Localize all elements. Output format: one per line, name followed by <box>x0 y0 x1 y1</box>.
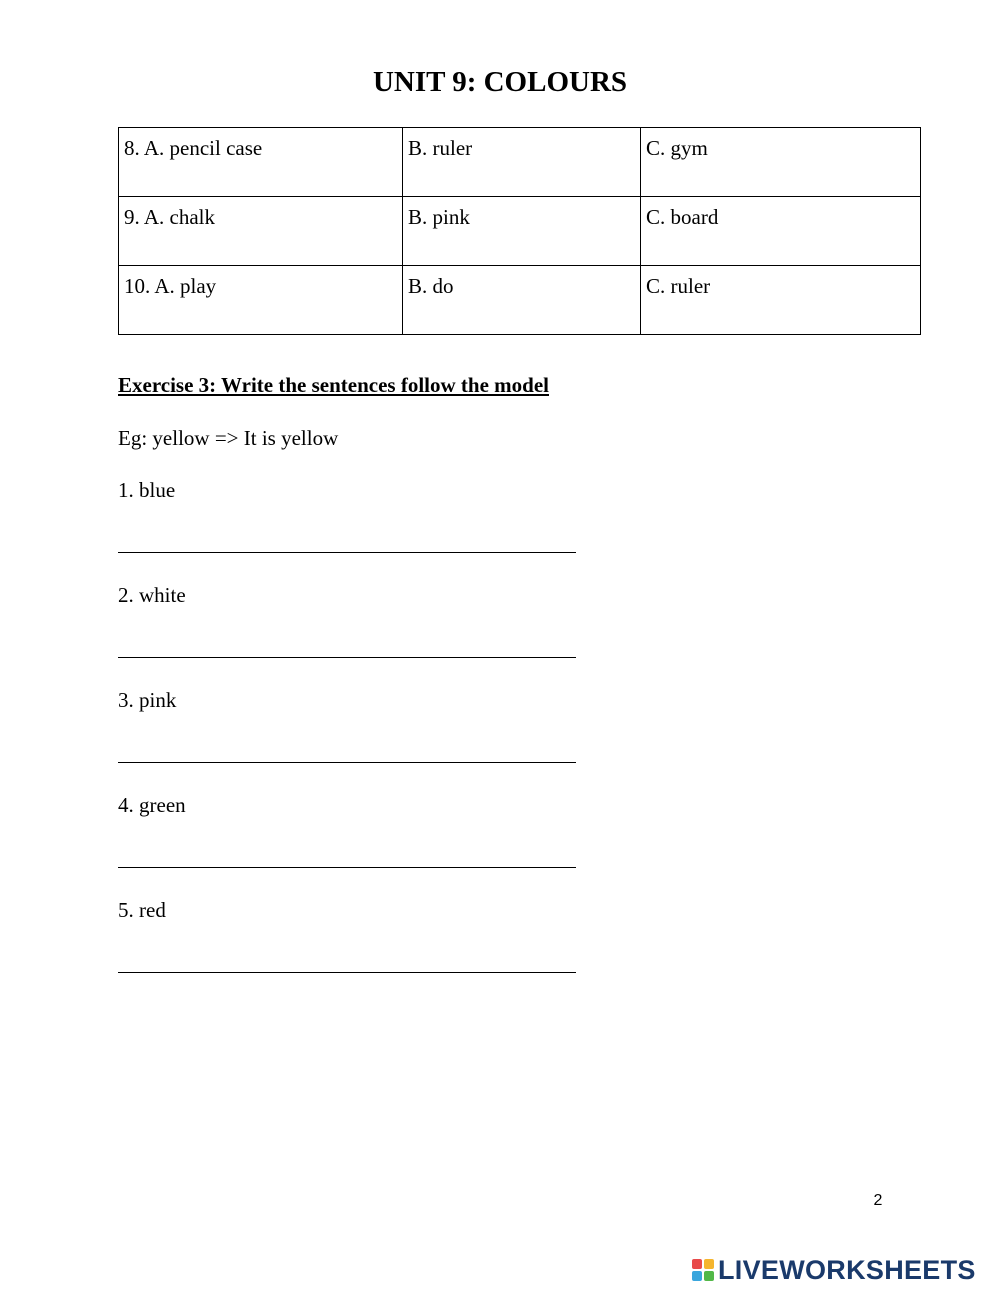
answer-line[interactable] <box>118 762 576 763</box>
table-cell: C. ruler <box>641 266 921 335</box>
logo-square <box>692 1271 702 1281</box>
exercise-item: 5. red <box>118 898 166 922</box>
liveworksheets-logo[interactable] <box>692 1253 976 1287</box>
table-cell: 9. A. chalk <box>119 197 403 266</box>
table-cell: 10. A. play <box>119 266 403 335</box>
exercise-item: 2. white <box>118 583 186 607</box>
choices-table <box>118 127 921 335</box>
table-row <box>119 128 921 197</box>
answer-line[interactable] <box>118 552 576 553</box>
table-row <box>119 266 921 335</box>
answer-line[interactable] <box>118 657 576 658</box>
exercise-item: 3. pink <box>118 688 177 712</box>
exercise-item: 4. green <box>118 793 186 817</box>
table-cell: C. gym <box>641 128 921 197</box>
page-number: 2 <box>873 1192 883 1209</box>
liveworksheets-logo-icon <box>692 1259 714 1281</box>
table-cell: B. pink <box>403 197 641 266</box>
example-text: Eg: yellow => It is yellow <box>118 426 339 450</box>
logo-square <box>692 1259 702 1269</box>
table-row <box>119 197 921 266</box>
answer-line[interactable] <box>118 972 576 973</box>
exercise-title: Exercise 3: Write the sentences follow the model <box>118 373 549 397</box>
table-cell: C. board <box>641 197 921 266</box>
table-cell: 8. A. pencil case <box>119 128 403 197</box>
logo-text: LIVEWORKSHEETS <box>718 1254 976 1285</box>
table-cell: B. do <box>403 266 641 335</box>
table-cell: B. ruler <box>403 128 641 197</box>
logo-square <box>704 1259 714 1269</box>
answer-line[interactable] <box>118 867 576 868</box>
exercise-item: 1. blue <box>118 478 176 502</box>
logo-square <box>704 1271 714 1281</box>
page-title: UNIT 9: COLOURS <box>372 66 628 98</box>
